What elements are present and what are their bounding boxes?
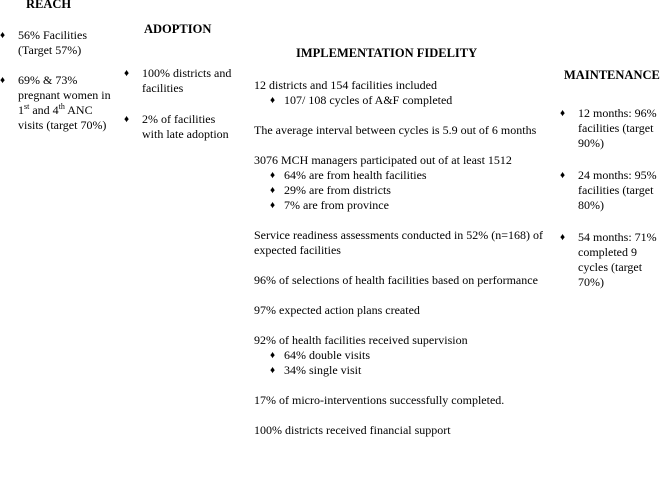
adoption-item-districts: [124, 66, 234, 96]
maintenance-54m-text: 54 months: 71% completed 9 cycles (target 70%): [578, 230, 657, 289]
diamond-bullet-icon: ♦: [560, 108, 566, 119]
impl-supervision-text: 64% double visits: [284, 348, 370, 362]
impl-selections: 96% of selections of health facilities based on performance: [254, 273, 538, 287]
impl-interval: The average interval between cycles is 5.9 out of 6 months: [254, 123, 537, 137]
adoption-column: [124, 22, 234, 142]
impl-manager-text: 7% are from province: [284, 198, 389, 212]
reach-item-anc: [0, 73, 118, 133]
impl-supervision-item: [270, 348, 554, 363]
diamond-bullet-icon: ♦: [270, 200, 276, 211]
diamond-bullet-icon: ♦: [270, 185, 276, 196]
impl-cycles-item: [270, 93, 554, 108]
impl-supervision: 92% of health facilities received supervision: [254, 333, 468, 347]
adoption-heading: ADOPTION: [144, 22, 212, 36]
impl-financial: 100% districts received financial support: [254, 423, 451, 437]
maintenance-item-24m: [560, 168, 668, 213]
impl-districts-line: 12 districts and 154 facilities included: [254, 78, 437, 92]
maintenance-24m-text: 24 months: 95% facilities (target 80%): [578, 168, 657, 212]
diamond-bullet-icon: ♦: [124, 114, 130, 125]
impl-manager-item: [270, 183, 554, 198]
diamond-bullet-icon: ♦: [270, 170, 276, 181]
reach-anc-text: 69% & 73% pregnant women in 1st and 4th ANC visits (target 70%): [18, 73, 111, 132]
diamond-bullet-icon: ♦: [560, 170, 566, 181]
impl-manager-item: [270, 198, 554, 213]
reach-facilities-text: 56% Facilities (Target 57%): [18, 28, 87, 57]
impl-manager-item: [270, 168, 554, 183]
impl-supervision-text: 34% single visit: [284, 363, 362, 377]
maintenance-item-12m: [560, 106, 668, 151]
impl-action-plans: 97% expected action plans created: [254, 303, 420, 317]
maintenance-column: [560, 68, 668, 290]
maintenance-item-54m: [560, 230, 668, 290]
reach-column: [0, 0, 118, 133]
diamond-bullet-icon: ♦: [560, 232, 566, 243]
impl-readiness: Service readiness assessments conducted in 52% (n=168) of expected facilities: [254, 228, 544, 257]
impl-micro: 17% of micro-interventions successfully completed.: [254, 393, 505, 407]
diamond-bullet-icon: ♦: [124, 68, 130, 79]
implementation-heading: IMPLEMENTATION FIDELITY: [296, 46, 478, 60]
impl-manager-text: 29% are from districts: [284, 183, 391, 197]
maintenance-heading: MAINTENANCE: [564, 68, 660, 82]
diamond-bullet-icon: ♦: [270, 365, 276, 376]
diamond-bullet-icon: ♦: [270, 350, 276, 361]
diamond-bullet-icon: ♦: [0, 75, 6, 86]
impl-managers: 3076 MCH managers participated out of at least 1512: [254, 153, 512, 167]
diamond-bullet-icon: ♦: [0, 30, 6, 41]
impl-cycles-text: 107/ 108 cycles of A&F completed: [284, 93, 453, 107]
diamond-bullet-icon: ♦: [270, 95, 276, 106]
impl-supervision-item: [270, 363, 554, 378]
adoption-late-text: 2% of facilities with late adoption: [142, 112, 229, 141]
reach-item-facilities: [0, 28, 118, 58]
maintenance-12m-text: 12 months: 96% facilities (target 90%): [578, 106, 657, 150]
reach-heading: REACH: [26, 0, 72, 11]
implementation-column: [254, 46, 554, 438]
impl-manager-text: 64% are from health facilities: [284, 168, 427, 182]
adoption-districts-text: 100% districts and facilities: [142, 66, 232, 95]
adoption-item-late: [124, 112, 234, 142]
